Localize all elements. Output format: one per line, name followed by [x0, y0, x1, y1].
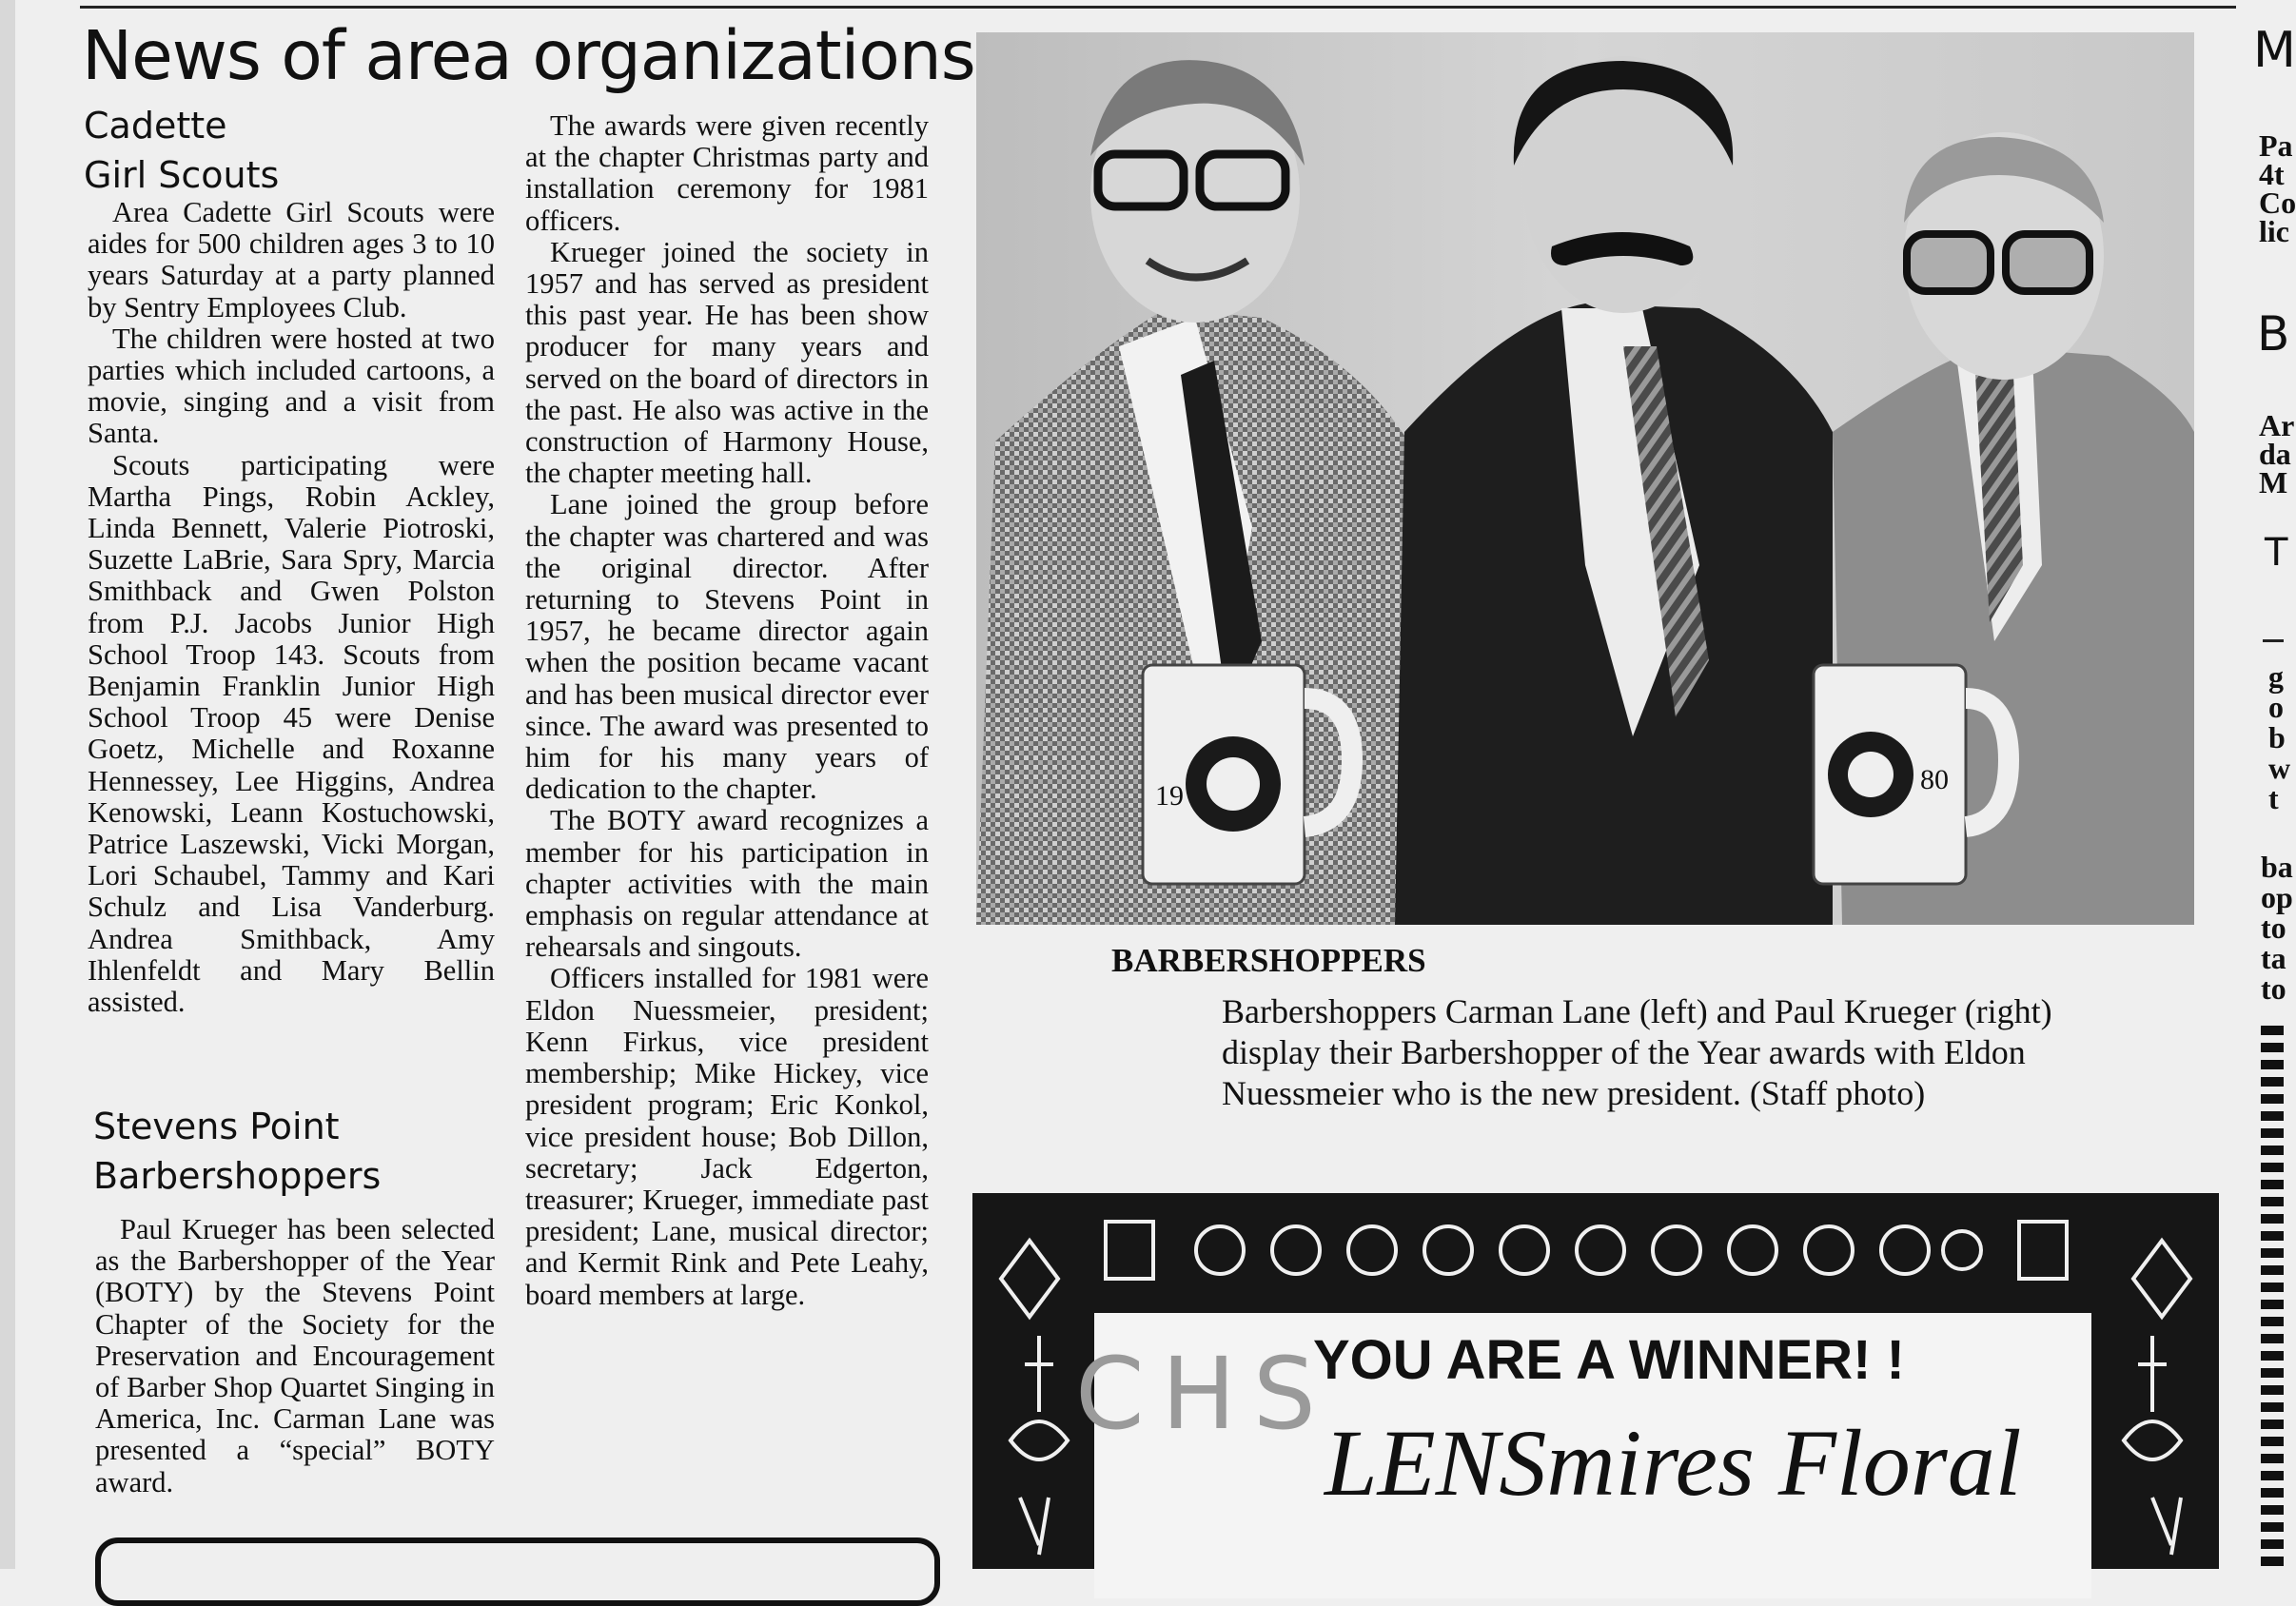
edge-fragment: g	[2268, 659, 2284, 694]
page-headline: News of area organizations	[82, 16, 975, 95]
edge-fragment: lic	[2259, 214, 2289, 248]
edge-fragment: T	[2265, 531, 2288, 575]
article-paragraph: Lane joined the group before the chapter was chartered and was the original director. After returning to Stevens Point in 1957, he became director again when the position became vacant and has been musical director ever since. The award was presented to him for his many years of dedication to the chapter.	[525, 488, 929, 806]
edge-fragment: t	[2268, 781, 2279, 815]
barbershoppers-heading-line2: Barbershoppers	[93, 1155, 382, 1197]
edge-fragment: o	[2268, 690, 2284, 724]
edge-fragment: w	[2268, 751, 2291, 785]
mug-right-year: 80	[1920, 764, 1949, 795]
edge-fragment: op	[2261, 880, 2293, 914]
ad-headline: YOU ARE A WINNER! !	[1313, 1329, 1905, 1391]
edge-fragment: b	[2268, 720, 2286, 754]
edge-fragment: Pa	[2259, 128, 2293, 163]
edge-fragment: M	[2259, 465, 2288, 499]
edge-fragment: Co	[2259, 186, 2296, 220]
edge-fragment: to	[2261, 911, 2286, 945]
photo-caption-title: BARBERSHOPPERS	[1111, 942, 1426, 979]
girl-scouts-heading-line2: Girl Scouts	[84, 154, 280, 196]
edge-fragment: B	[2257, 306, 2290, 362]
barbershoppers-heading	[93, 1102, 381, 1201]
barbershoppers-heading-line1: Stevens Point	[93, 1106, 340, 1147]
girl-scouts-heading	[84, 101, 279, 200]
top-rule	[80, 6, 2236, 9]
edge-fragment: ba	[2261, 850, 2293, 884]
barbershoppers-article-continued	[525, 110, 929, 1311]
mug-left-year: 19	[1155, 780, 1184, 812]
three-men-holding-mugs-illustration	[976, 32, 2194, 925]
article-paragraph: The BOTY award recognizes a member for his participation in chapter activities with the main emphasis on regular attendance at rehearsals and singouts.	[525, 804, 929, 964]
article-paragraph: Paul Krueger has been selected as the Barbershopper of the Year (BOTY) by the Stevens Point Chapter of the Society for the Preservation and Encouragement of Barber Shop Quartet Singing in America, Inc. Carman Lane was presented a “special” BOTY award.	[95, 1213, 495, 1498]
article-paragraph: Scouts participating were Martha Pings, Robin Ackley, Linda Bennett, Valerie Piotroski, Suzette LaBrie, Sara Spry, Marcia Smithback and Gwen Polston from P.J. Jacobs Junior High School Troop 143. Scouts from Benjamin Franklin Junior High School Troop 45 were Denise Goetz, Michelle and Roxanne Hennessey, Lee Higgins, Andrea Kenowski, Leann Kostuchowski, Patrice Laszewski, Vicki Morgan, Lori Schaubel, Tammy and Kari Schulz and Lisa Vanderburg. Andrea Smithback, Amy Ihlenfeldt and Mary Bellin assisted.	[88, 448, 495, 1019]
girl-scouts-heading-line1: Cadette	[84, 105, 227, 147]
girl-scouts-article	[88, 197, 495, 1018]
article-paragraph: The awards were given recently at the chapter Christmas party and installation ceremony for 1981 officers.	[525, 109, 929, 237]
barbershoppers-article	[95, 1214, 495, 1498]
article-paragraph: Area Cadette Girl Scouts were aides for 500 children ages 3 to 10 years Saturday at a party planned by Sentry Employees Club.	[88, 196, 495, 323]
edge-decorative-border	[2261, 1026, 2284, 1569]
article-paragraph: Krueger joined the society in 1957 and has served as president this past year. He has been show producer for many years and served on the board of directors in the past. He also was active in the construction of Harmony House, the chapter meeting hall.	[525, 235, 929, 490]
edge-rule	[2263, 639, 2284, 642]
barbershoppers-photo	[976, 32, 2194, 925]
edge-fragment: da	[2259, 437, 2291, 471]
bottom-box-outline	[95, 1537, 940, 1606]
page-scan-edge	[0, 0, 15, 1569]
edge-fragment: M	[2253, 22, 2296, 79]
ad-business-name: LENSmires Floral	[1325, 1410, 2022, 1516]
photo-caption: Barbershoppers Carman Lane (left) and Paul Krueger (right) display their Barbershopper of the Year awards with Eldon Nuessmeier who is the new president. (Staff photo)	[1222, 992, 2052, 1112]
edge-fragment: to	[2261, 971, 2286, 1006]
edge-fragment: ta	[2261, 941, 2286, 975]
edge-fragment: Ar	[2259, 408, 2295, 442]
article-paragraph: The children were hosted at two parties which included cartoons, a movie, singing and a visit from Santa.	[88, 322, 495, 450]
article-paragraph: Officers installed for 1981 were Eldon Nuessmeier, president; Kenn Firkus, vice president membership; Mike Hickey, vice president program; Eric Konkol, vice president house; Bob Dillon, secretary; Jack Edgerton, treasurer; Krueger, immediate past president; Lane, musical director; and Kermit Rink and Pete Leahy, board members at large.	[525, 962, 929, 1311]
watermark: CHS	[1075, 1336, 1333, 1452]
edge-fragment: 4t	[2259, 157, 2285, 191]
